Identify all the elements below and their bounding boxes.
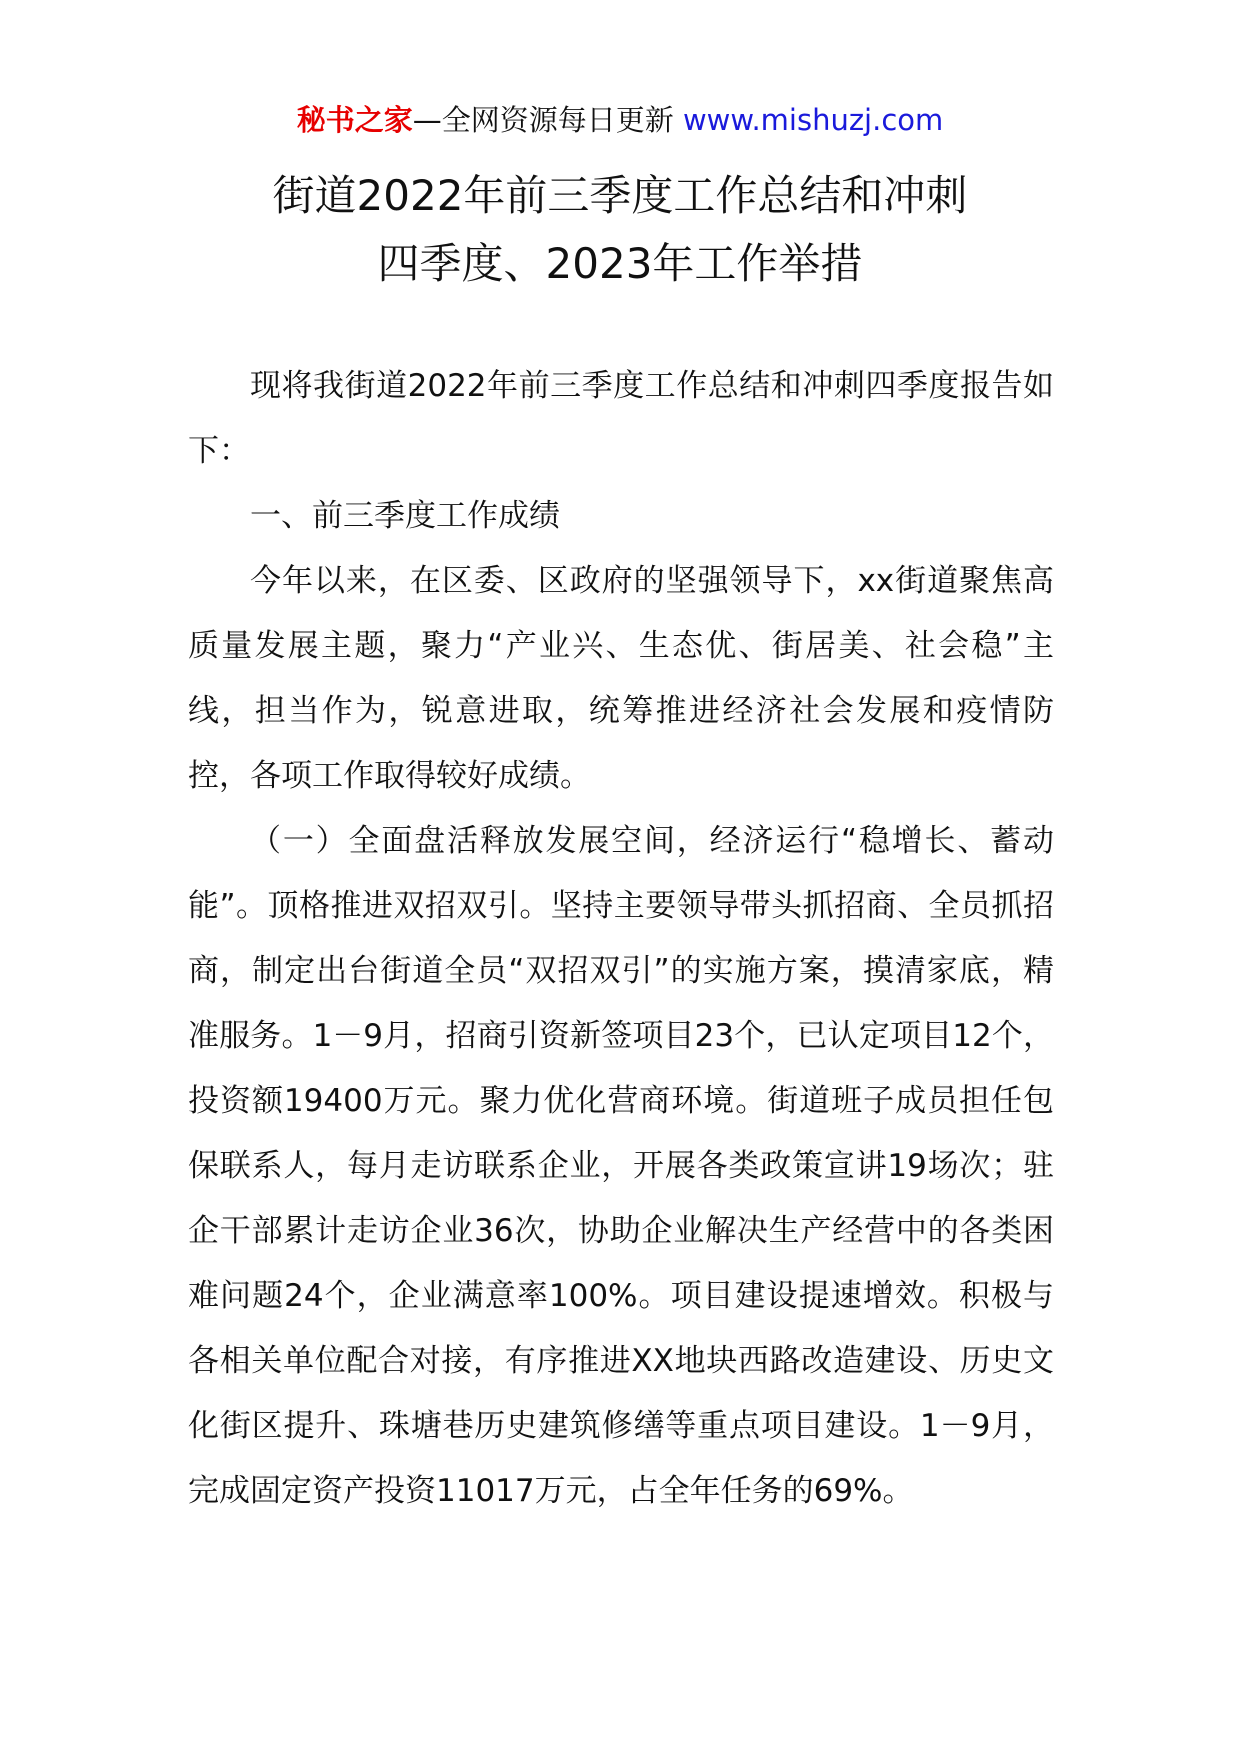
document-body <box>188 354 1054 1524</box>
intro-paragraph: 现将我街道2022年前三季度工作总结和冲刺四季度报告如下： <box>188 368 1054 469</box>
summary-paragraph: 今年以来，在区委、区政府的坚强领导下，xx街道聚焦高质量发展主题，聚力“产业兴、生态优、街居美、社会稳”主线，担当作为，锐意进取，统筹推进经济社会发展和疫情防控，各项工作取得较好成绩。 <box>188 563 1054 794</box>
title-line-1: 街道2022年前三季度工作总结和冲刺 <box>272 171 968 220</box>
header-tagline: —全网资源每日更新 <box>412 103 674 137</box>
subsection-paragraph-1: （一）全面盘活释放发展空间，经济运行“稳增长、蓄动能”。顶格推进双招双引。坚持主要领导带头抓招商、全员抓招商，制定出台街道全员“双招双引”的实施方案，摸清家底，精准服务。1－9月，招商引资新签项目23个，已认定项目12个，投资额19400万元。聚力优化营商环境。街道班子成员担任包保联系人，每月走访联系企业，开展各类政策宣讲19场次；驻企干部累计走访企业36次，协助企业解决生产经营中的各类困难问题24个，企业满意率100%。项目建设提速增效。积极与各相关单位配合对接，有序推进XX地块西路改造建设、历史文化街区提升、珠塘巷历史建筑修缮等重点项目建设。1－9月，完成固定资产投资11017万元，占全年任务的69%。 <box>188 823 1054 1509</box>
site-url-link[interactable]: www.mishuzj.com <box>682 103 944 137</box>
title-line-2: 四季度、2023年工作举措 <box>377 239 863 288</box>
brand-name: 秘书之家 <box>296 103 413 137</box>
site-header <box>0 100 1240 140</box>
document-title <box>0 162 1240 298</box>
section-heading-1: 一、前三季度工作成绩 <box>250 498 560 534</box>
